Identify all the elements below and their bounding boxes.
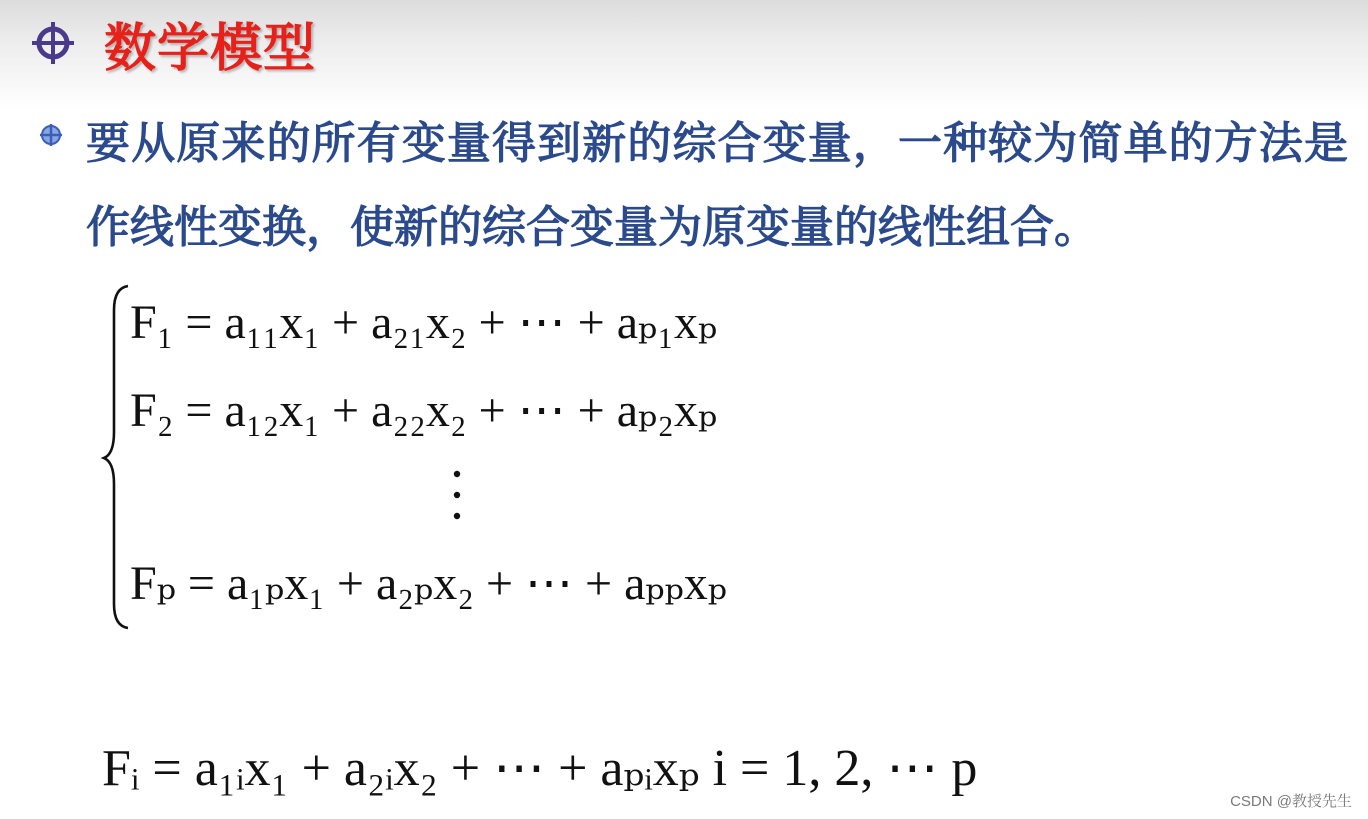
watermark: CSDN @教授先生 xyxy=(1230,793,1352,810)
equation-general-text: Fᵢ = a₁ᵢx₁ + a₂ᵢx₂ + ⋯ + aₚᵢxₚ i = 1, 2, ⋯ p xyxy=(102,740,978,797)
slide-title: 数学模型 xyxy=(104,18,317,79)
intro-paragraph: 要从原来的所有变量得到新的综合变量，一种较为简单的方法是作线性变换，使新的综合变量为原变量的线性组合。 xyxy=(86,118,1348,253)
diamond-bullet-icon xyxy=(38,122,64,148)
title-row xyxy=(30,8,316,78)
equation-f2-text: F₂ = a₁₂x₁ + a₂₂x₂ + ⋯ + aₚ₂xₚ xyxy=(130,384,718,437)
equation-fp xyxy=(130,555,727,611)
equation-fp-text: Fₚ = a₁ₚx₁ + a₂ₚx₂ + ⋯ + aₚₚxₚ xyxy=(130,557,727,610)
crosshair-circle-icon xyxy=(30,20,76,66)
left-brace xyxy=(100,282,132,632)
equation-f1 xyxy=(130,294,717,350)
equation-f2 xyxy=(130,382,717,438)
equation-general xyxy=(102,738,977,798)
vertical-ellipsis xyxy=(447,468,467,524)
equation-f1-text: F₁ = a₁₁x₁ + a₂₁x₂ + ⋯ + aₚ₁xₚ xyxy=(130,296,718,349)
